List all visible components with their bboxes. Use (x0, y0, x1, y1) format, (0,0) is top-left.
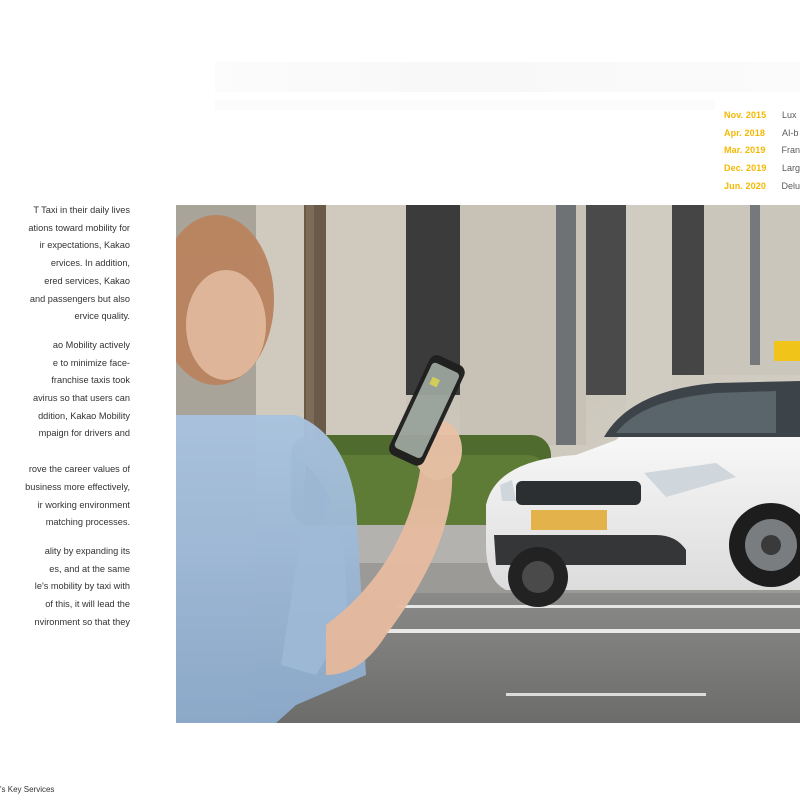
text-line: ervices. In addition, (50, 258, 130, 269)
timeline-row (724, 106, 800, 124)
text-line: ir working environment (37, 499, 130, 510)
timeline-text: Larg (781, 163, 800, 174)
text-line: avirus so that users can (32, 393, 130, 404)
timeline-date: Mar. 2019 (724, 145, 766, 156)
timeline-text: Lux (782, 109, 797, 120)
text-line: ervice quality. (74, 311, 130, 322)
faded-subheading-band (215, 100, 715, 110)
footer-section-label: 's Key Services (0, 785, 55, 794)
faded-heading-band (215, 62, 800, 92)
text-line: ir expectations, Kakao (39, 240, 130, 251)
photo-illustration (176, 205, 800, 723)
timeline-row (724, 159, 800, 177)
text-line: T Taxi in their daily lives (33, 205, 130, 215)
text-line: of this, it will lead the (45, 599, 130, 610)
text-line: mpaign for drivers and (38, 428, 130, 439)
body-paragraph (0, 543, 130, 632)
text-line: and passengers but also (29, 293, 130, 304)
timeline-row (724, 142, 800, 160)
photo-woman-phone-taxi (176, 205, 800, 723)
text-line: le's mobility by taxi with (34, 581, 130, 592)
timeline-row (724, 177, 800, 195)
text-line: nvironment so that they (34, 616, 130, 627)
timeline-row (724, 124, 800, 142)
text-line: ered services, Kakao (44, 275, 130, 286)
body-paragraph (0, 461, 130, 532)
text-line: franchise taxis took (51, 375, 130, 386)
text-line: ddition, Kakao Mobility (38, 410, 130, 421)
text-line: es, and at the same (49, 563, 130, 574)
text-line: e to minimize face- (52, 357, 130, 368)
timeline-text: AI-b (782, 127, 799, 138)
body-paragraph (0, 202, 130, 326)
text-line: ations toward mobility for (28, 222, 130, 233)
timeline-text: Delu (781, 181, 800, 192)
timeline-date: Jun. 2020 (724, 181, 766, 192)
body-text-column (0, 202, 130, 642)
timeline-date: Dec. 2019 (724, 163, 767, 174)
text-line: ao Mobility actively (52, 339, 130, 350)
timeline-text: Fran (781, 145, 800, 156)
timeline-date: Nov. 2015 (724, 109, 767, 120)
timeline-date: Apr. 2018 (724, 127, 765, 138)
text-line: matching processes. (45, 517, 130, 528)
text-line: rove the career values of (28, 464, 130, 475)
text-line: business more effectively, (25, 481, 130, 492)
timeline (724, 106, 800, 195)
text-line: ality by expanding its (44, 545, 130, 556)
body-paragraph (0, 337, 130, 443)
